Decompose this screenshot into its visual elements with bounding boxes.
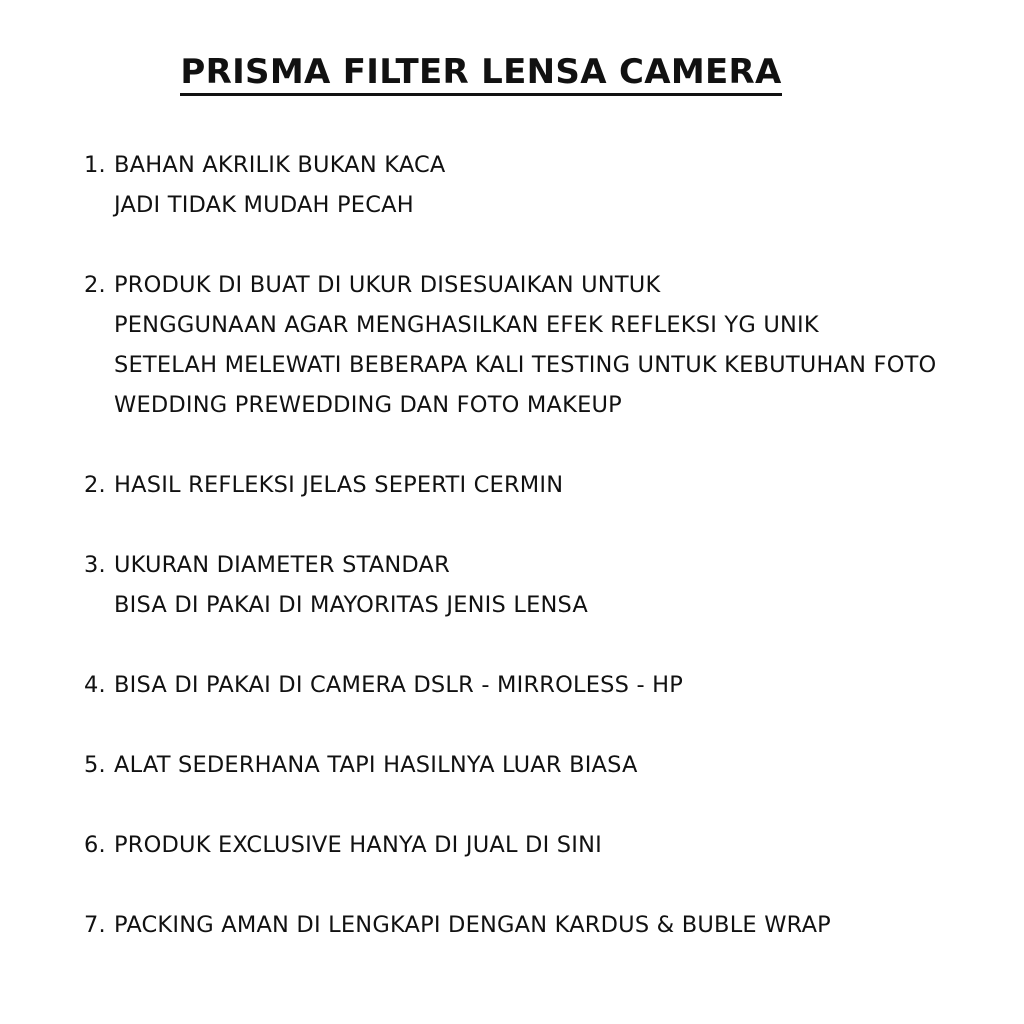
item-indent — [84, 185, 114, 225]
list-item-line — [84, 745, 1004, 785]
list-item — [84, 905, 1004, 945]
item-text: BISA DI PAKAI DI CAMERA DSLR - MIRROLESS - HP — [114, 672, 684, 698]
list-item-line — [84, 545, 1004, 585]
item-number: 2. — [84, 272, 106, 298]
list-item-line — [84, 905, 1004, 945]
list-item — [84, 545, 1004, 625]
page-title — [0, 50, 962, 94]
item-text: PENGGUNAAN AGAR MENGHASILKAN EFEK REFLEKSI YG UNIK — [114, 312, 819, 338]
list-item-line — [84, 825, 1004, 865]
item-text: PRODUK EXCLUSIVE HANYA DI JUAL DI SINI — [114, 832, 602, 858]
item-number: 7. — [84, 912, 106, 938]
list-item-line — [84, 465, 1004, 505]
item-indent — [84, 305, 114, 345]
list-item-line — [84, 145, 1004, 185]
list-item — [84, 465, 1004, 505]
list-item-line — [84, 185, 1004, 225]
item-text: WEDDING PREWEDDING DAN FOTO MAKEUP — [114, 392, 622, 418]
item-number: 5. — [84, 752, 106, 778]
item-text: PRODUK DI BUAT DI UKUR DISESUAIKAN UNTUK — [114, 272, 661, 298]
item-text: ALAT SEDERHANA TAPI HASILNYA LUAR BIASA — [114, 752, 638, 778]
list-item — [84, 665, 1004, 705]
list-item — [84, 745, 1004, 785]
item-text: HASIL REFLEKSI JELAS SEPERTI CERMIN — [114, 472, 564, 498]
list-item — [84, 145, 1004, 225]
item-indent — [84, 385, 114, 425]
item-text: SETELAH MELEWATI BEBERAPA KALI TESTING UNTUK KEBUTUHAN FOTO — [114, 352, 937, 378]
item-number: 6. — [84, 832, 106, 858]
item-text: BISA DI PAKAI DI MAYORITAS JENIS LENSA — [114, 592, 589, 618]
list-item — [84, 825, 1004, 865]
item-indent — [84, 585, 114, 625]
feature-list — [84, 145, 1004, 985]
item-indent — [84, 345, 114, 385]
item-text: BAHAN AKRILIK BUKAN KACA — [114, 152, 446, 178]
item-text: JADI TIDAK MUDAH PECAH — [114, 192, 414, 218]
list-item-line — [84, 345, 1004, 385]
item-text: UKURAN DIAMETER STANDAR — [114, 552, 450, 578]
list-item-line — [84, 585, 1004, 625]
list-item — [84, 265, 1004, 425]
list-item-line — [84, 265, 1004, 305]
item-number: 3. — [84, 552, 106, 578]
item-text: PACKING AMAN DI LENGKAPI DENGAN KARDUS & BUBLE WRAP — [114, 912, 831, 938]
list-item-line — [84, 305, 1004, 345]
list-item-line — [84, 385, 1004, 425]
item-number: 4. — [84, 672, 106, 698]
page-title-text: PRISMA FILTER LENSA CAMERA — [180, 52, 781, 96]
list-item-line — [84, 665, 1004, 705]
item-number: 2. — [84, 472, 106, 498]
item-number: 1. — [84, 152, 106, 178]
